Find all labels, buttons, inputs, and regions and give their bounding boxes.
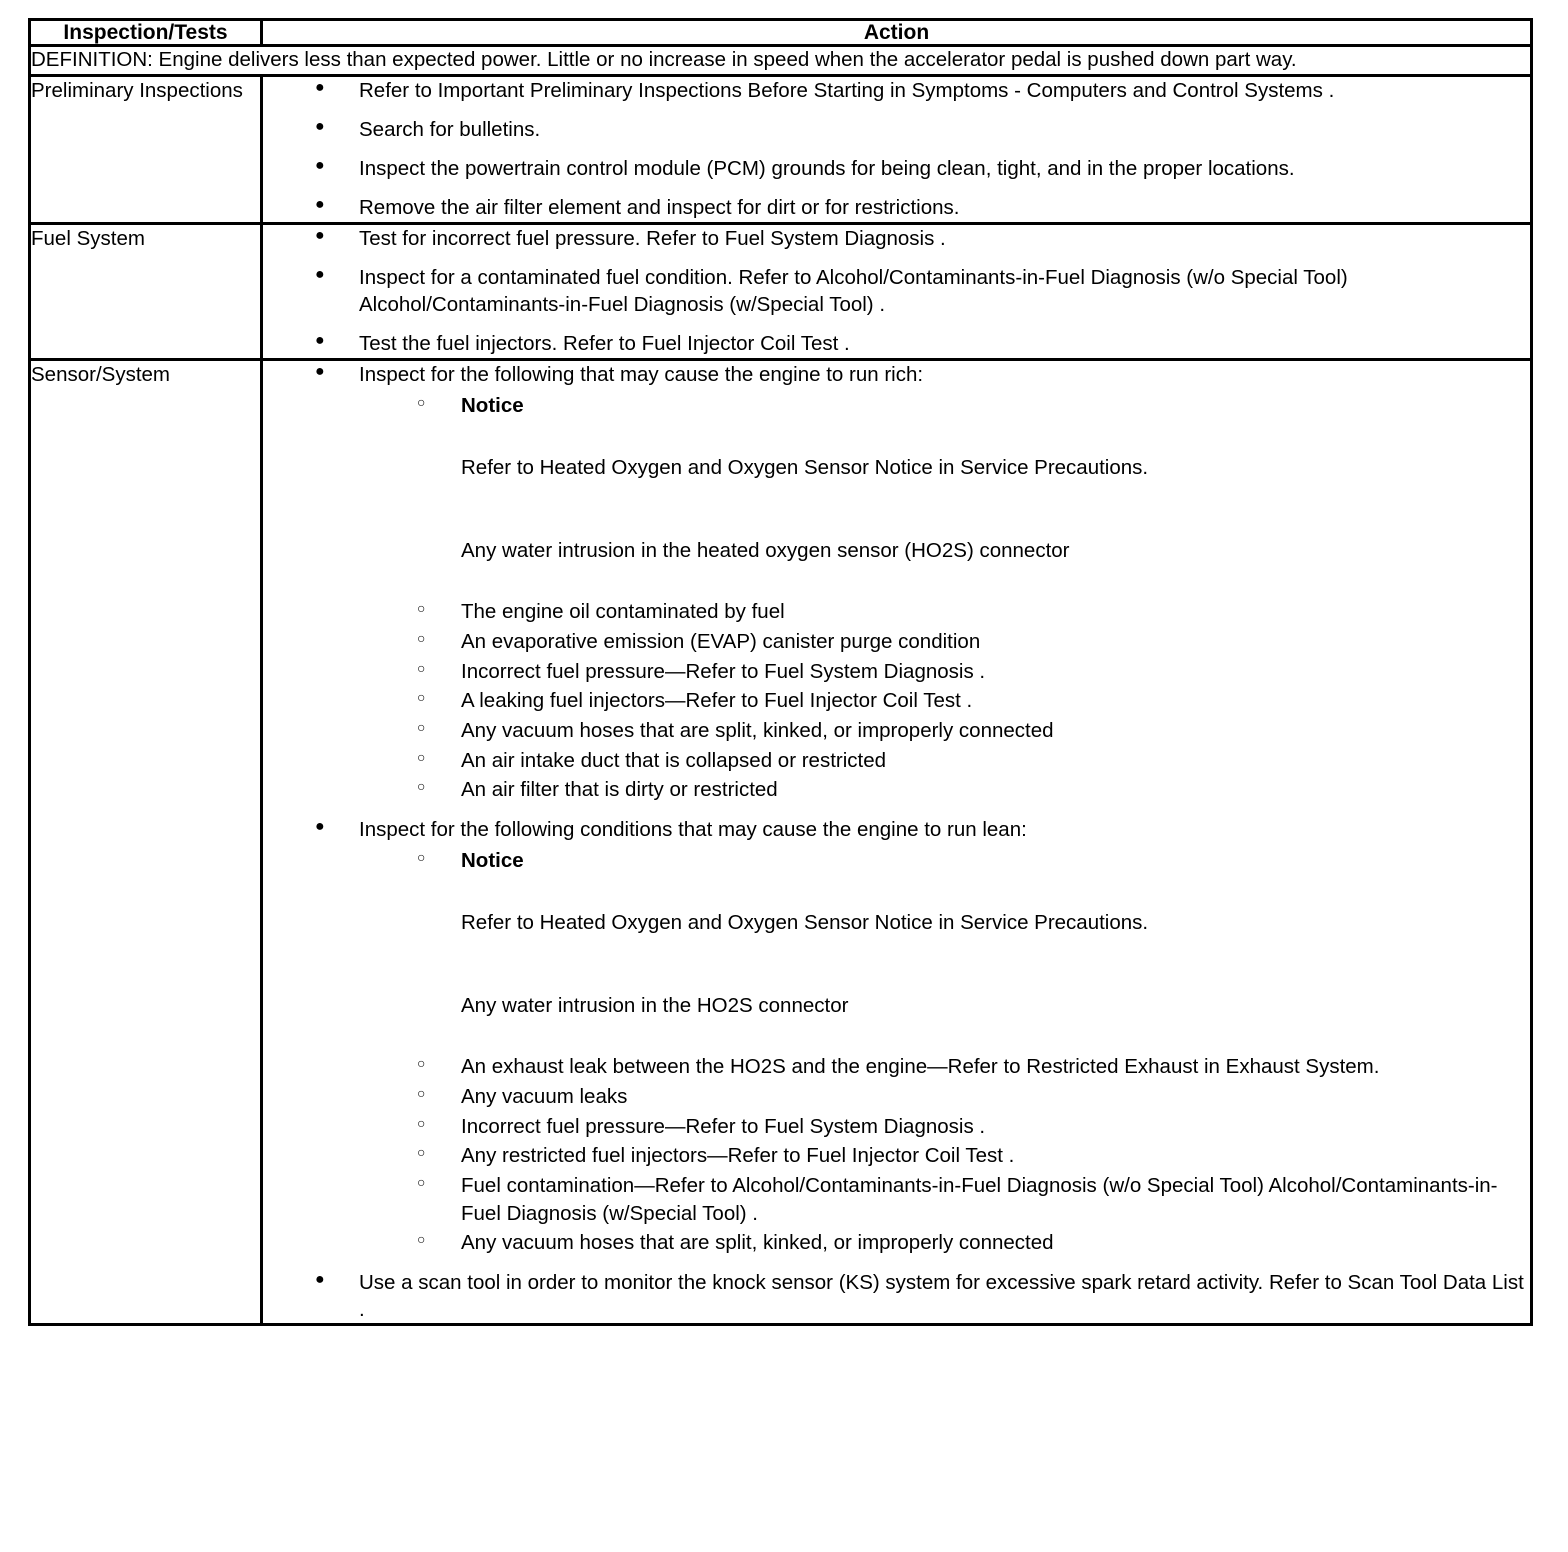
sublist-item: ○ An evaporative emission (EVAP) canister purge condition bbox=[411, 628, 1530, 656]
bullet-list-fuel-system bbox=[263, 225, 1530, 358]
table-header-row bbox=[30, 20, 1532, 46]
notice-paragraph: Refer to Heated Oxygen and Oxygen Sensor Notice in Service Precautions. bbox=[461, 910, 1149, 934]
list-item: ● Remove the air filter element and inspect for dirt or for restrictions. bbox=[307, 194, 1530, 221]
notice-heading: ○ Notice bbox=[411, 847, 1530, 875]
row-label-fuel-system: Fuel System bbox=[30, 223, 262, 359]
list-item: ● Search for bulletins. bbox=[307, 116, 1530, 143]
sublist-item: ○ An exhaust leak between the HO2S and the engine—Refer to Restricted Exhaust in Exhaust System. bbox=[411, 1053, 1530, 1081]
notice-heading: ○ Notice bbox=[411, 392, 1530, 420]
sublist-item: ○ Any restricted fuel injectors—Refer to Fuel Injector Coil Test . bbox=[411, 1142, 1530, 1170]
table-row-preliminary-inspections bbox=[30, 75, 1532, 223]
table-row-fuel-system bbox=[30, 223, 1532, 359]
sublist-item: ○ An air filter that is dirty or restricted bbox=[411, 776, 1530, 804]
sublist-item: ○ Any vacuum hoses that are split, kinked, or improperly connected bbox=[411, 1229, 1530, 1257]
list-item-run-lean bbox=[307, 816, 1530, 1257]
sublist-run-rich bbox=[359, 392, 1530, 420]
notice-body-run-rich bbox=[359, 454, 1530, 565]
run-lean-intro: Inspect for the following conditions that may cause the engine to run lean: bbox=[359, 817, 1027, 841]
sublist-run-lean-items bbox=[359, 1053, 1530, 1257]
list-item: ● Test for incorrect fuel pressure. Refer to Fuel System Diagnosis . bbox=[307, 225, 1530, 252]
row-body-fuel-system bbox=[262, 223, 1532, 359]
list-item: ● Test the fuel injectors. Refer to Fuel Injector Coil Test . bbox=[307, 330, 1530, 357]
bullet-list-sensor-system bbox=[263, 361, 1530, 1324]
sublist-item: ○ An air intake duct that is collapsed or restricted bbox=[411, 747, 1530, 775]
sublist-item: ○ Fuel contamination—Refer to Alcohol/Contaminants-in-Fuel Diagnosis (w/o Special Tool) Alcohol/Contaminants-in-Fuel Diagnosis (w/Special Tool) . bbox=[411, 1172, 1530, 1227]
sublist-item: ○ Any vacuum leaks bbox=[411, 1083, 1530, 1111]
notice-paragraph: Any water intrusion in the heated oxygen sensor (HO2S) connector bbox=[461, 538, 1070, 562]
notice-paragraph: Any water intrusion in the HO2S connector bbox=[461, 994, 849, 1018]
row-body-preliminary-inspections bbox=[262, 75, 1532, 223]
definition-text: DEFINITION: Engine delivers less than expected power. Little or no increase in speed when the accelerator pedal is pushed down part way. bbox=[30, 46, 1532, 76]
notice-paragraph: Refer to Heated Oxygen and Oxygen Sensor Notice in Service Precautions. bbox=[461, 455, 1149, 479]
list-item: ● Refer to Important Preliminary Inspections Before Starting in Symptoms - Computers and Control Systems . bbox=[307, 77, 1530, 104]
list-item-scan-tool: ● Use a scan tool in order to monitor the knock sensor (KS) system for excessive spark retard activity. Refer to Scan Tool Data List . bbox=[307, 1269, 1530, 1324]
sublist-item: ○ The engine oil contaminated by fuel bbox=[411, 598, 1530, 626]
sublist-run-rich-items bbox=[359, 598, 1530, 804]
row-label-preliminary-inspections: Preliminary Inspections bbox=[30, 75, 262, 223]
list-item-run-rich bbox=[307, 361, 1530, 804]
row-label-sensor-system: Sensor/System bbox=[30, 359, 262, 1325]
sublist-run-lean bbox=[359, 847, 1530, 875]
sublist-item: ○ A leaking fuel injectors—Refer to Fuel Injector Coil Test . bbox=[411, 687, 1530, 715]
notice-body-run-lean bbox=[359, 909, 1530, 1020]
column-header-action: Action bbox=[262, 20, 1532, 46]
table-row-sensor-system bbox=[30, 359, 1532, 1325]
table-row-definition bbox=[30, 46, 1532, 76]
column-header-inspection-tests: Inspection/Tests bbox=[30, 20, 262, 46]
list-item: ● Inspect for a contaminated fuel condition. Refer to Alcohol/Contaminants-in-Fuel Diagnosis (w/o Special Tool) Alcohol/Contaminants-in-Fuel Diagnosis (w/Special Tool) . bbox=[307, 264, 1530, 319]
diagnostic-table bbox=[28, 18, 1533, 1326]
bullet-list-preliminary bbox=[263, 77, 1530, 222]
run-rich-intro: Inspect for the following that may cause the engine to run rich: bbox=[359, 362, 924, 386]
row-body-sensor-system bbox=[262, 359, 1532, 1325]
sublist-item: ○ Any vacuum hoses that are split, kinked, or improperly connected bbox=[411, 717, 1530, 745]
list-item: ● Inspect the powertrain control module (PCM) grounds for being clean, tight, and in the proper locations. bbox=[307, 155, 1530, 182]
sublist-item: ○ Incorrect fuel pressure—Refer to Fuel System Diagnosis . bbox=[411, 658, 1530, 686]
sublist-item: ○ Incorrect fuel pressure—Refer to Fuel System Diagnosis . bbox=[411, 1113, 1530, 1141]
